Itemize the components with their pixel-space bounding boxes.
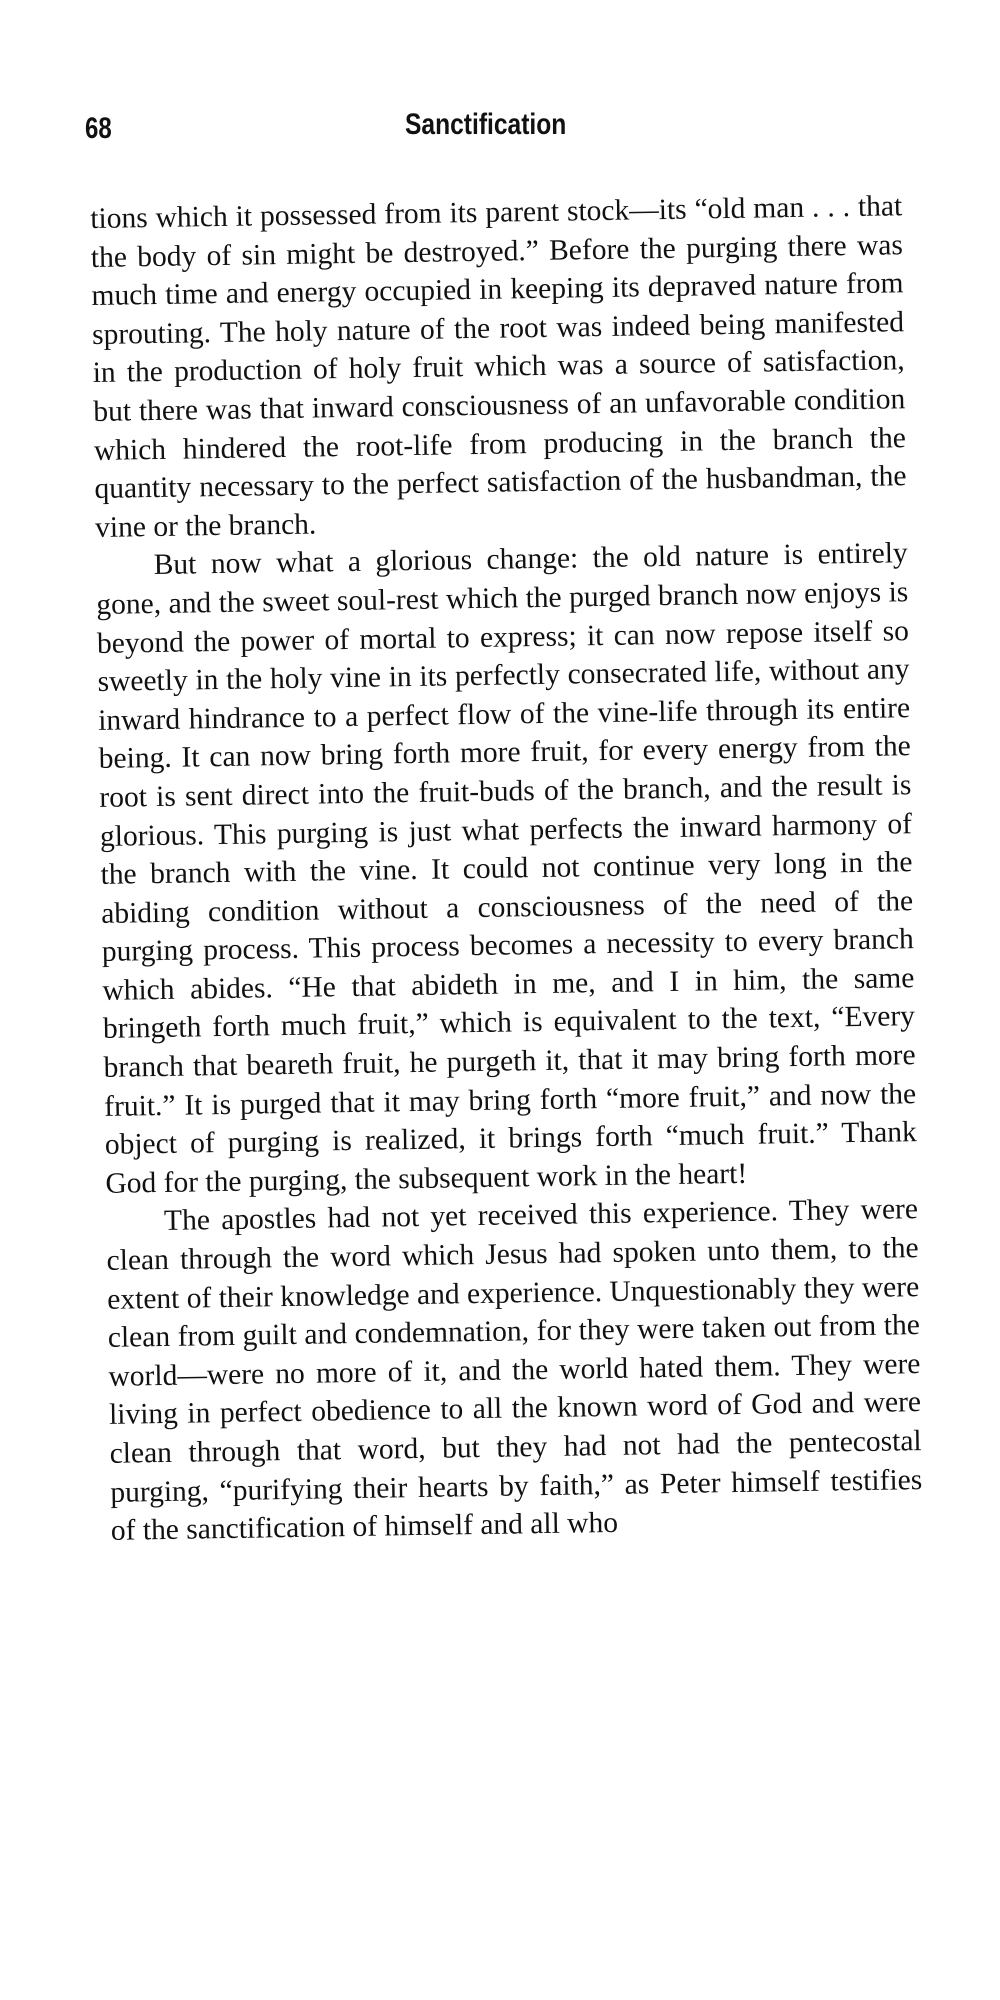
body-text <box>90 187 923 1550</box>
paragraph-3: The apostles had not yet received this experience. They were clean through the word which Jesus had spoken unto them, to the extent of their knowledge and experience. Unquestionably they were clean from guilt and condemnation, for they were taken out from the world—were no more of it, and the world hated them. They were living in perfect obedience to all the known word of God and were clean through that word, but they had not had the pentecostal purging, “purifying their hearts by faith,” as Peter himself testifies of the sanctification of himself and all who <box>106 1193 923 1548</box>
page-header <box>85 108 915 158</box>
paragraph-2: But now what a glorious change: the old nature is entirely gone, and the sweet soul-rest which the purged branch now enjoys is beyond the power of mortal to express; it can now repose itself so sweetly in the holy vine in its perfectly consecrated life, without any inward hindrance to a perfect flow of the vine-life through its entire being. It can now bring forth more fruit, for every energy from the root is sent direct into the fruit-buds of the branch, and the result is glorious. This purging is just what perfects the inward harmony of the branch with the vine. It could not continue very long in the abiding condition without a consciousness of the need of the purging process. This process becomes a necessity to every branch which abides. “He that abideth in me, and I in him, the same bringeth forth much fruit,” which is equivalent to the text, “Every branch that beareth fruit, he purgeth it, that it may bring forth more fruit.” It is purged that it may bring forth “more fruit,” and now the object of purging is realized, it brings forth “much fruit.” Thank God for the purging, the subsequent work in the heart! <box>96 537 917 1200</box>
running-title: Sanctification <box>405 108 567 141</box>
page-number: 68 <box>85 112 112 145</box>
paragraph-1: tions which it possessed from its parent stock—its “old man . . . that the body of sin might be destroyed.” Before the purging there was much time and energy occupied in keeping its depraved nature from sprouting. The holy nature of the root was indeed being manifested in the production of holy fruit which was a source of satisfaction, but there was that inward consciousness of an unfavorable condition which hindered the root-life from producing in the branch the quantity necessary to the perfect satisfaction of the husbandman, the vine or the branch. <box>90 190 907 544</box>
